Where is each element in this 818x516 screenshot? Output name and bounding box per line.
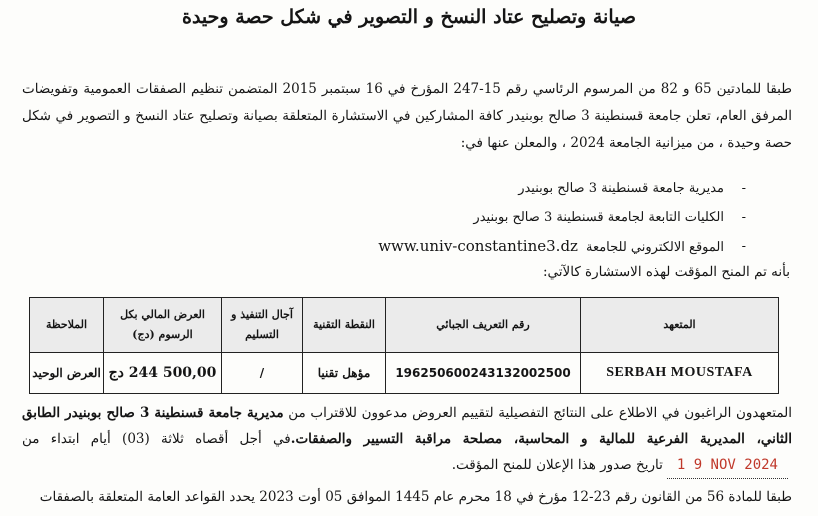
intro-paragraph: طبقا للمادتين 65 و 82 من المرسوم الرئاسي رقم 15-247 المؤرخ في 16 سبتمبر 2015 المتضمن تنظيم الصفقات العمومية وتفويضات المرفق العام، تعلن جامعة قسنطينة 3 صالح بوبنيدر كافة المشاركين في الاستشارة المتعلقة بصيانة وتصليح عتاد النسخ و التصوير في شكل حصة وحيدة ، من ميزانية الجامعة 2024 ، والمعلن عنها في:	[22, 81, 793, 151]
cell-deadline: /	[222, 353, 303, 394]
cell-tax-id: 196250600243132002500	[386, 353, 581, 394]
cell-note: العرض الوحيد	[30, 353, 104, 394]
table-row	[30, 353, 779, 394]
cell-tech-score: مؤهل تقنيا	[303, 353, 386, 394]
legal-paragraph: طبقا للمادة 56 من القانون رقم 23-12 مؤرخ في 18 محرم عام 1445 الموافق 05 أوت 2023 يحدد القواعد العامة المتعلقة بالصفقات	[39, 489, 792, 505]
list-item: - الكليات التابعة لجامعة قسنطينة 3 صالح بوبنيدر	[378, 203, 746, 232]
website-link[interactable]: www.univ-constantine3.dz	[378, 237, 578, 255]
review-paragraph: المتعهدون الراغبون في الاطلاع على النتائج التفصيلية لتقييم العروض مدعوون للاقتراب من مديرية جامعة قسنطينة 3 صالح بوبنيدر الطابق الثاني، المديرية الفرعية للمالية و المحاسبة، مصلحة مراقبة التسيير والصفقات.في أجل أقصاه ثلاثة (03) أيام ابتداء من1 9 NOV 2024تاريخ صدور هذا الإعلان للمنح المؤقت.	[22, 400, 792, 479]
document-title: صيانة وتصليح عتاد النسخ و التصوير في شكل حصة وحيدة	[182, 6, 636, 28]
cell-offer: 500,00 244 دج	[104, 353, 222, 394]
header-tech-score: النقطة التقنية	[303, 298, 386, 353]
header-tax-id: رقم التعريف الجبائي	[386, 298, 581, 353]
table-header-row	[30, 298, 779, 353]
award-table	[29, 297, 779, 394]
publication-list	[378, 174, 746, 261]
header-offer: العرض المالي بكل الرسوم (دج)	[104, 298, 222, 353]
header-note: الملاحظة	[30, 298, 104, 353]
header-bidder: المتعهد	[581, 298, 779, 353]
list-item: - الموقع الالكتروني للجامعةwww.univ-constantine3.dz	[378, 232, 746, 261]
cell-bidder: SERBAH MOUSTAFA	[581, 353, 779, 394]
date-stamp: 1 9 NOV 2024	[667, 452, 788, 479]
award-lead: بأنه تم المنح المؤقت لهذه الاستشارة كالآتي:	[542, 264, 790, 280]
header-deadline: آجال التنفيذ و التسليم	[222, 298, 303, 353]
list-item: - مديرية جامعة قسنطينة 3 صالح بوبنيدر	[378, 174, 746, 203]
